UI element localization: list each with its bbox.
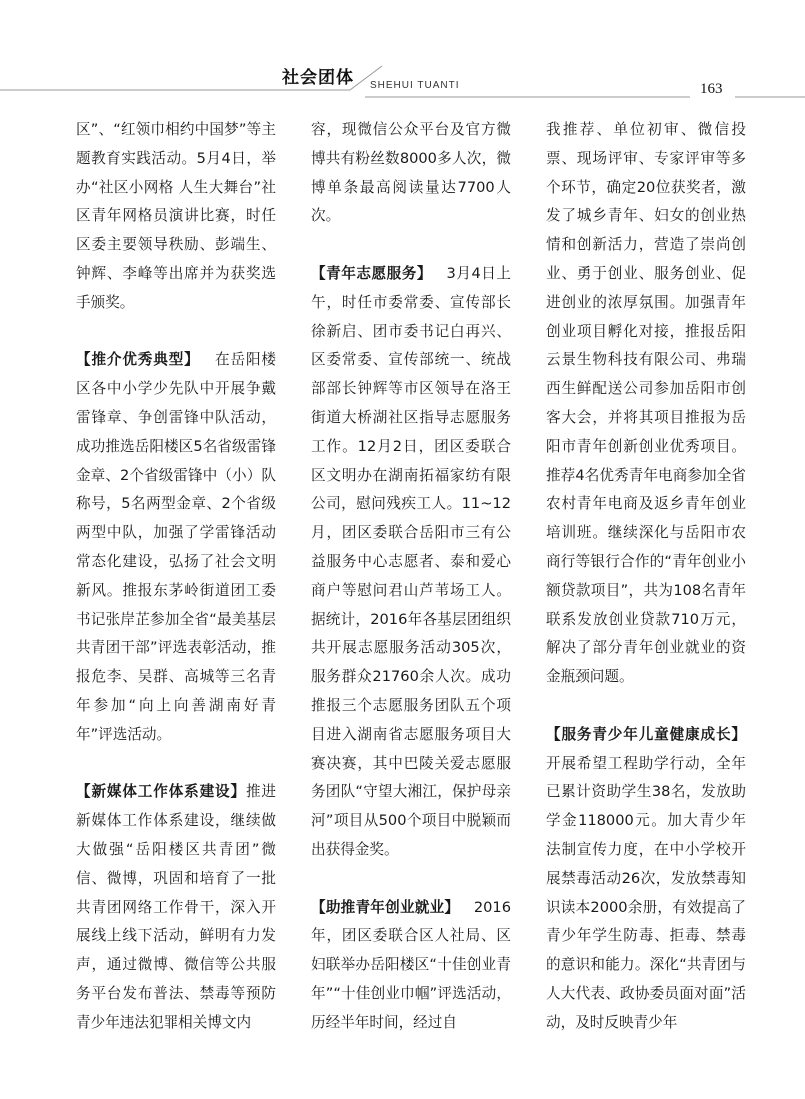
paragraph: 【助推青年创业就业】 2016年，团区委联合区人社局、区妇联举办岳阳楼区“十佳创业青年”“十佳创业巾帼”评选活动，历经半年时间，经过自 (311, 898, 511, 1031)
section-title: 社会团体 (282, 68, 354, 88)
paragraph: 我推荐、单位初审、微信投票、现场评审、专家评审等多个环节，确定20位获奖者，激发了城乡青年、妇女的创业热情和创新活力，营造了崇尚创业、勇于创业、服务创业、促进创业的浓厚氛围。加强青年创业项目孵化对接，推报岳阳云景生物科技有限公司、弗瑞西生鲜配送公司参加岳阳市创客大会，并将其项目推报为岳阳市青年创新创业优秀项目。推荐4名优秀青年电商参加全省农村青年电商及返乡青年创业培训班。继续深化与岳阳市农商行等银行合作的“青年创业小额贷款项目”，共为108名青年联系发放创业贷款710万元，解决了部分青年创业就业的资金瓶颈问题。 (546, 121, 746, 686)
section-pinyin: SHEHUI TUANTI (370, 80, 460, 91)
paragraph-heading: 【推介优秀典型】 (76, 351, 200, 369)
paragraph: 区”、“红领巾相约中国梦”等主题教育实践活动。5月4日，举办“社区小网格 人生大舞台”社区青年网格员演讲比赛，时任区委主要领导秩励、彭端生、钟辉、李峰等出席并为获奖选手颁奖。 (76, 121, 276, 311)
article-columns (76, 116, 746, 1056)
header-rule-graphic (0, 0, 805, 110)
paragraph: 容，现微信公众平台及官方微博共有粉丝数8000多人次，微博单条最高阅读量达7700人次。 (311, 121, 511, 225)
column-1 (76, 116, 276, 1056)
paragraph-heading: 【青年志愿服务】 (311, 264, 432, 282)
paragraph: 【服务青少年儿童健康成长】开展希望工程助学行动，全年已累计资助学生38名，发放助学金118000元。加大青少年法制宣传力度，在中小学校开展禁毒活动26次，发放禁毒知识读本2000余册，有效提高了青少年学生防毒、拒毒、禁毒的意识和能力。深化“共青团与人大代表、政协委员面对面”活动，及时反映青少年 (546, 725, 746, 1031)
paragraph: 【青年志愿服务】 3月4日上午，时任市委常委、宣传部长徐新启、团市委书记白再兴、区委常委、宣传部统一、统战部部长钟辉等市区领导在洛王街道大桥湖社区指导志愿服务工作。12月2日，团区委联合区文明办在湖南拓福家纺有限公司，慰问残疾工人。11~12月，团区委联合岳阳市三有公益服务中心志愿者、泰和爱心商户等慰问君山芦苇场工人。据统计，2016年各基层团组织共开展志愿服务活动305次，服务群众21760余人次。成功推报三个志愿服务团队五个项目进入湖南省志愿服务项目大赛决赛，其中巴陵关爱志愿服务团队“守望大湘江，保护母亲河”项目从500个项目中脱颖而出获得金奖。 (311, 264, 511, 858)
paragraph: 【推介优秀典型】 在岳阳楼区各中小学少先队中开展争戴雷锋章、争创雷锋中队活动，成功推选岳阳楼区5名省级雷锋金章、2个省级雷锋中（小）队称号，5名两型金章、2个省级两型中队，加强了学雷锋活动常态化建设，弘扬了社会文明新风。推报东茅岭街道团工委书记张岸芷参加全省“最美基层共青团干部”评选表彰活动，推报危李、吴群、高城等三名青年参加“向上向善湖南好青年”评选活动。 (76, 351, 276, 743)
paragraph: 【新媒体工作体系建设】推进新媒体工作体系建设，继续做大做强“岳阳楼区共青团”微信、微博，巩固和培育了一批共青团网络工作骨干，深入开展线上线下活动，鲜明有力发声，通过微博、微信等公共服务平台发布普法、禁毒等预防青少年违法犯罪相关博文内 (76, 783, 276, 1031)
column-2 (311, 116, 511, 1056)
column-3 (546, 116, 746, 1056)
paragraph-heading: 【助推青年创业就业】 (311, 898, 460, 916)
page-number: 163 (700, 81, 723, 97)
paragraph-heading: 【服务青少年儿童健康成长】 (546, 725, 746, 743)
page-header (0, 0, 805, 110)
paragraph-heading: 【新媒体工作体系建设】 (76, 783, 246, 801)
